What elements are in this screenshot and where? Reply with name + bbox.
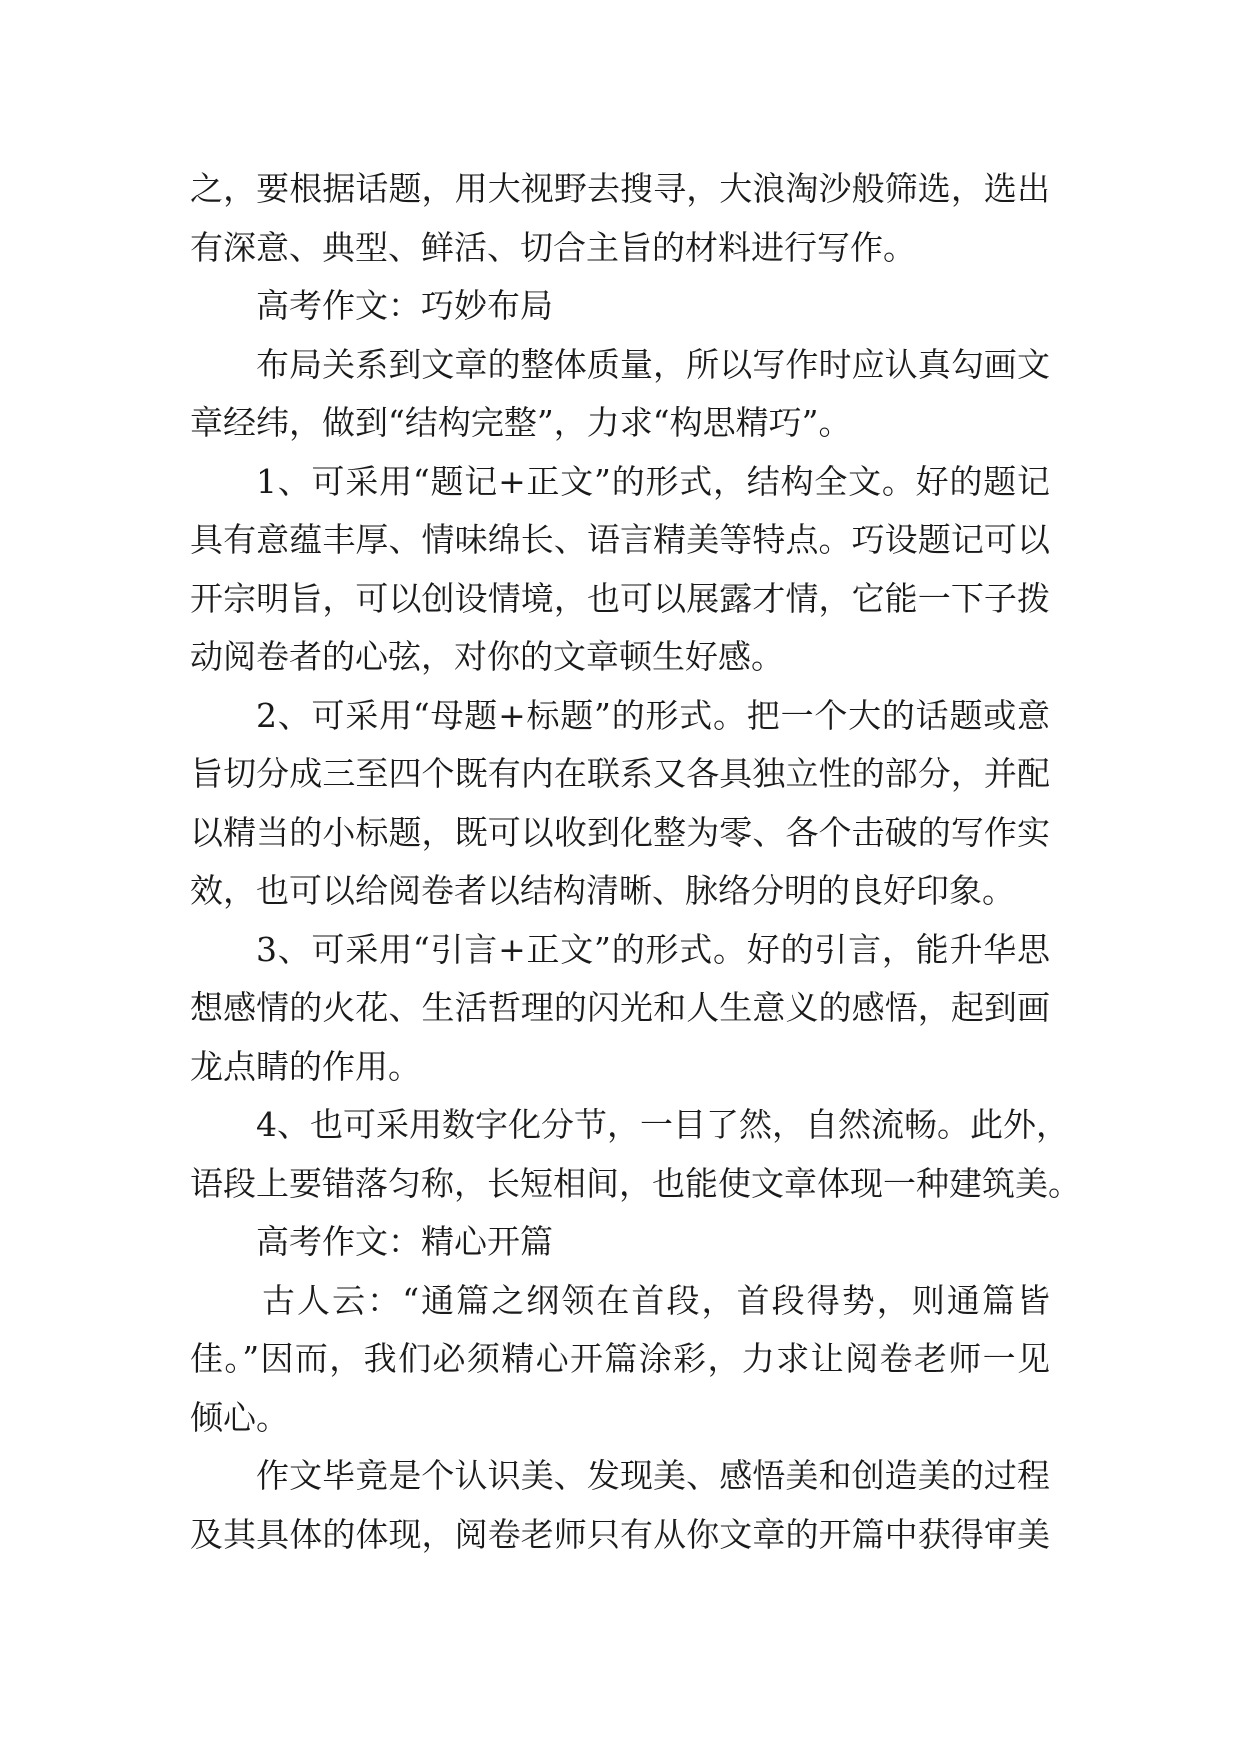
text-line: 3、可采用“引言+正文”的形式。好的引言，能升华思 [256,929,1050,969]
text-line: 具有意蕴丰厚、情味绵长、语言精美等特点。巧设题记可以 [190,520,1050,559]
text-line: 动阅卷者的心弦，对你的文章顿生好感。 [190,637,784,676]
section-heading: 高考作文：巧妙布局 [256,286,553,325]
text-line: 想感情的火花、生活哲理的闪光和人生意义的感悟，起到画 [190,988,1050,1027]
text-line: 古人云：“通篇之纲领在首段，首段得势，则通篇皆 [262,1280,1050,1320]
text-line: 语段上要错落匀称，长短相间，也能使文章体现一种建筑美。 [190,1163,1081,1203]
text-line: 旨切分成三至四个既有内在联系又各具独立性的部分，并配 [190,754,1050,793]
text-line: 1、可采用“题记+正文”的形式，结构全文。好的题记 [256,461,1050,501]
text-line: 章经纬，做到“结构完整”，力求“构思精巧”。 [190,403,852,442]
text-line: 之，要根据话题，用大视野去搜寻，大浪淘沙般筛选，选出 [190,169,1050,208]
text-line: 以精当的小标题，既可以收到化整为零、各个击破的写作实 [190,812,1050,852]
text-line: 开宗明旨，可以创设情境，也可以展露才情，它能一下子拨 [190,578,1050,618]
text-line: 作文毕竟是个认识美、发现美、感悟美和创造美的过程 [256,1456,1050,1495]
text-line: 有深意、典型、鲜活、切合主旨的材料进行写作。 [190,227,916,267]
text-line: 效，也可以给阅卷者以结构清晰、脉络分明的良好印象。 [190,871,1015,910]
text-line: 4、也可采用数字化分节，一目了然，自然流畅。此外， [256,1105,1069,1144]
text-line: 倾心。 [190,1397,289,1437]
text-line: 2、可采用“母题+标题”的形式。把一个大的话题或意 [256,695,1050,735]
text-line: 龙点睛的作用。 [190,1046,421,1086]
text-line: 佳。”因而，我们必须精心开篇涂彩，力求让阅卷老师一见 [190,1339,1050,1378]
text-line: 布局关系到文章的整体质量，所以写作时应认真勾画文 [256,344,1050,384]
section-heading: 高考作文：精心开篇 [256,1222,553,1261]
document-body [190,160,1081,1564]
text-line: 及其具体的体现，阅卷老师只有从你文章的开篇中获得审美 [190,1514,1050,1554]
